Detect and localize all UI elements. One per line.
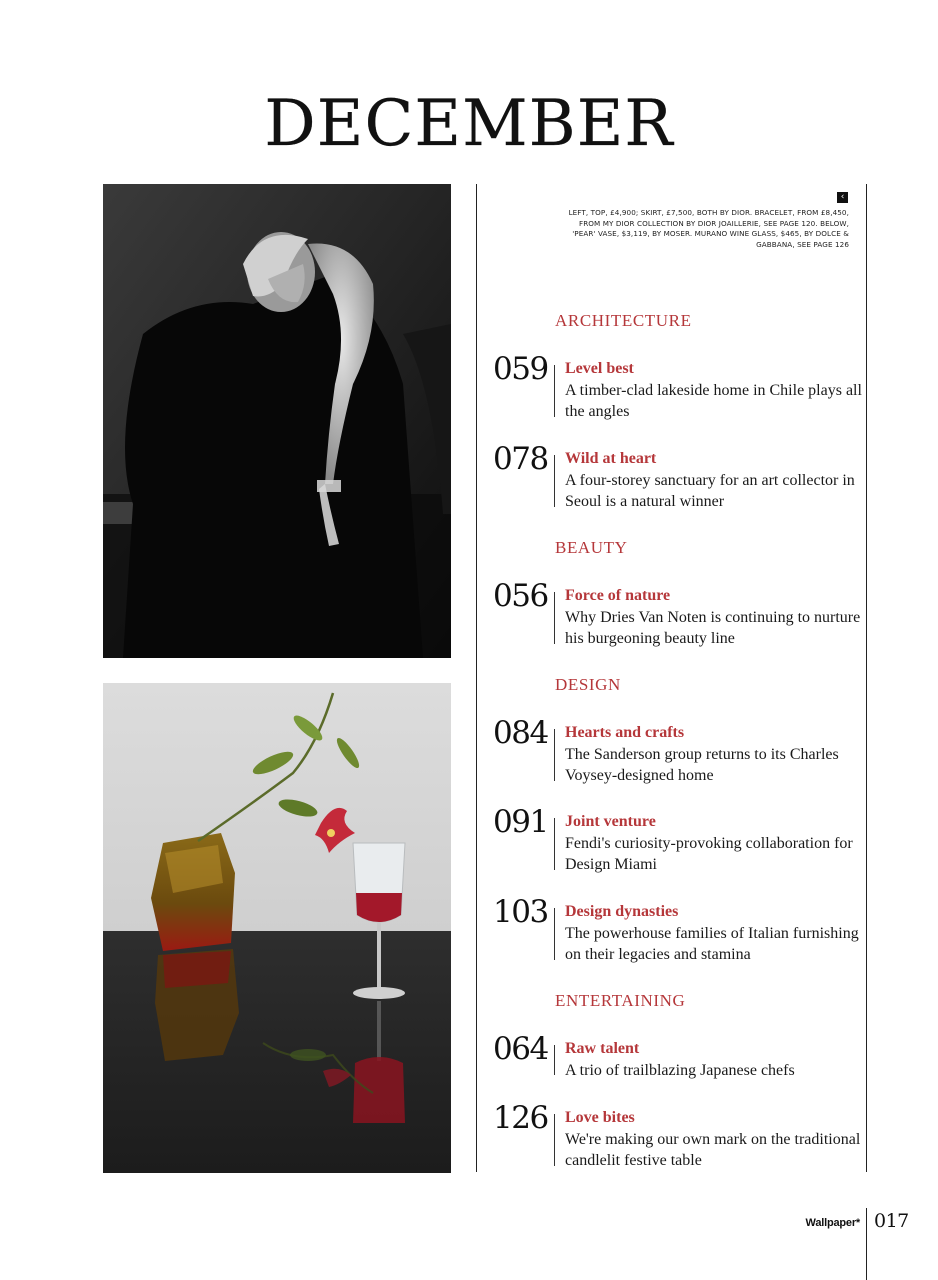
entry-description: A timber-clad lakeside home in Chile plays all the angles xyxy=(565,382,862,420)
contents-entry[interactable] xyxy=(490,894,865,966)
entry-title: Hearts and crafts xyxy=(565,724,685,741)
entry-title: Joint venture xyxy=(565,813,656,830)
entry-divider xyxy=(554,592,555,644)
contents-entry[interactable] xyxy=(490,804,865,876)
contents-entry[interactable] xyxy=(490,351,865,423)
page-reference: 084 xyxy=(493,715,548,751)
contents-entry[interactable] xyxy=(490,715,865,787)
footer-divider xyxy=(866,1208,867,1280)
section-heading-beauty: BEAUTY xyxy=(555,538,628,557)
entry-divider xyxy=(554,1045,555,1075)
section-heading-design: DESIGN xyxy=(555,675,621,694)
contents-entry[interactable] xyxy=(490,1031,865,1079)
page-reference: 056 xyxy=(493,578,548,614)
page-title: DECEMBER xyxy=(264,87,674,161)
fashion-photo xyxy=(103,184,451,658)
brand-logo: Wallpaper* xyxy=(805,1217,860,1229)
arrow-left-icon: ‹ xyxy=(837,192,848,203)
contents-entry[interactable] xyxy=(490,1100,865,1172)
entry-title: Love bites xyxy=(565,1109,635,1126)
entry-divider xyxy=(554,455,555,507)
entry-divider xyxy=(554,365,555,417)
page-reference: 078 xyxy=(493,441,548,477)
entry-title: Wild at heart xyxy=(565,450,657,467)
photo-credits: LEFT, TOP, £4,900; SKIRT, £7,500, BOTH BY DIOR. BRACELET, FROM £8,450, FROM MY DIOR COLLECTION BY DIOR JOAILLERIE, SEE PAGE 120. BELOW, 'PEAR' VASE, $3,119, BY MOSER. MURANO WINE GLASS, $465, BY DOLCE & GABBANA, SEE PAGE 126 xyxy=(568,208,849,249)
entry-description: The Sanderson group returns to its Charles Voysey-designed home xyxy=(565,746,839,784)
entry-divider xyxy=(554,908,555,960)
page-number: 017 xyxy=(874,1210,909,1232)
page-reference: 126 xyxy=(493,1100,548,1136)
entry-description: A trio of trailblazing Japanese chefs xyxy=(565,1062,795,1079)
entry-title: Raw talent xyxy=(565,1040,640,1057)
contents-entry[interactable] xyxy=(490,441,865,513)
column-divider-right xyxy=(866,184,867,1172)
entry-divider xyxy=(554,1114,555,1166)
entry-title: Level best xyxy=(565,360,634,377)
page-reference: 064 xyxy=(493,1031,548,1067)
section-heading-entertaining: ENTERTAINING xyxy=(555,991,686,1010)
entry-description: Why Dries Van Noten is continuing to nurture his burgeoning beauty line xyxy=(565,609,861,647)
contents-entry[interactable] xyxy=(490,578,865,650)
page-reference: 103 xyxy=(493,894,548,930)
entry-title: Force of nature xyxy=(565,587,671,604)
section-heading-architecture: ARCHITECTURE xyxy=(555,311,692,330)
entry-description: A four-storey sanctuary for an art collector in Seoul is a natural winner xyxy=(565,472,855,510)
entry-divider xyxy=(554,729,555,781)
page-reference: 059 xyxy=(493,351,548,387)
entry-description: The powerhouse families of Italian furnishing on their legacies and stamina xyxy=(565,925,859,963)
page-reference: 091 xyxy=(493,804,548,840)
entry-divider xyxy=(554,818,555,870)
column-divider-left xyxy=(476,184,477,1172)
entry-title: Design dynasties xyxy=(565,903,679,920)
entry-description: We're making our own mark on the traditional candlelit festive table xyxy=(565,1131,861,1169)
entry-description: Fendi's curiosity-provoking collaboration for Design Miami xyxy=(565,835,853,873)
still-life-photo xyxy=(103,683,451,1173)
